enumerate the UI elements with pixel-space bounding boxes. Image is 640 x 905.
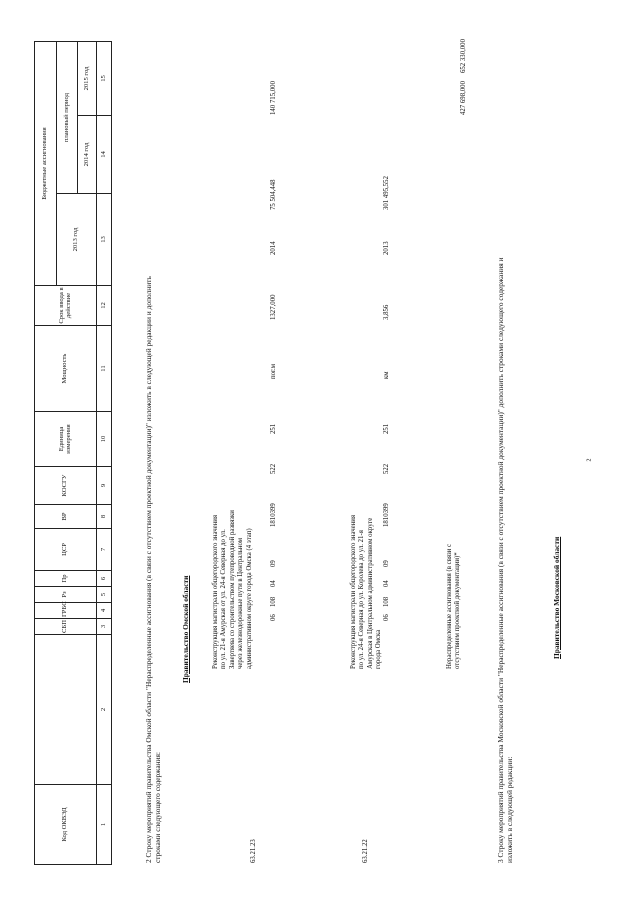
col-num: 1 [97,785,112,865]
col-num: 10 [97,412,112,467]
unallocated-2014: 427 698,000 [460,81,467,115]
header-grbs: ГРБС [35,603,97,619]
row-1-rz: 04 [270,580,277,587]
col-num: 11 [97,326,112,412]
row-2-srok: 2013 [383,241,390,255]
row-2-kosgu: 251 [383,423,390,434]
col-num: 5 [97,587,112,603]
header-kod: Код ОКВЭД [35,785,97,865]
row-2-grbs: 108 [383,596,390,607]
col-num: 9 [97,467,112,505]
row-1-2014: 140 715,000 [270,81,277,115]
row-1-csr: 1810399 [270,503,277,527]
col-num: 6 [97,571,112,587]
row-2-sbp: 06 [383,614,390,621]
header-kosgu: КОСГУ [35,467,97,505]
header-pr: Пр [35,571,97,587]
header-srok: Срок ввода в действие [35,286,97,326]
header-rz: Рз [35,587,97,603]
row-1-vr: 522 [270,463,277,474]
row-1-srok: 2014 [270,241,277,255]
row-2-csr: 1810399 [383,503,390,527]
row-1-unit: пог.м [270,363,277,379]
row-1-2013: 75 504,448 [270,179,277,210]
header-plan: плановый период [57,41,78,193]
col-num: 12 [97,286,112,326]
header-sbp: СБП [35,619,97,635]
col-num: 15 [97,41,112,115]
header-name [35,635,97,785]
row-2-kod: 63.21.22 [362,839,369,863]
row-2-pr: 09 [383,560,390,567]
col-num: 4 [97,603,112,619]
unallocated-2015: 652 330,000 [460,39,467,73]
unallocated-desc: Нераспределенные ассигнования (в связи с отсутствием проектной документации)* [446,544,462,669]
col-num: 2 [97,635,112,785]
note-2-line-2: строками следующего содержания: [153,752,162,863]
header-2015: 2015 год [78,41,97,115]
row-2-vr: 522 [383,463,390,474]
header-vr: ВР [35,505,97,529]
heading-moscow: Правительство Московской области [552,536,561,659]
header-2014: 2014 год [78,116,97,194]
row-1-grbs: 108 [270,596,277,607]
budget-table-header [34,41,112,865]
page-number: 2 [586,458,593,462]
col-num: 3 [97,619,112,635]
header-budget: Бюджетные ассигнования [35,41,57,285]
row-1-kod: 63.21.23 [250,839,257,863]
col-num: 13 [97,194,112,286]
heading-omsk: Правительство Омской области [181,575,190,683]
row-1-kosgu: 251 [270,423,277,434]
row-1-sbp: 06 [270,614,277,621]
note-3-line-2: изложить в следующей редакции: [505,756,514,863]
header-unit: Единица измерения [35,412,97,467]
header-csr: ЦСР [35,529,97,571]
row-2-power: 3,856 [383,304,390,320]
row-2-unit: км [383,371,390,379]
row-2-2013: 301 495,552 [383,176,390,210]
row-2-desc: Реконструкция магистрали общегородского значения по ул. 24-я Северная до ул. Королева до ул. 21-я Амурская в Центральном административном округе города Омска [350,514,383,669]
row-1-desc: Реконструкция магистрали общегородского значения по ул. 21-я Амурская от ул. 24-я Северная до ул. Завертяева со строительством путепроводной развязки через железнодорожные пути в Центральном административном округе города Омска (4 этап) [212,510,253,669]
note-2-line-1: 2 Строку мероприятий правительства Омской области "Нераспределенные ассигнования (в связи с отсутствием проектной документации)" изложить в следующей редакции и дополнить [144,276,153,863]
col-num: 7 [97,529,112,571]
row-1-pr: 09 [270,560,277,567]
header-power: Мощность [35,326,97,412]
col-num: 8 [97,505,112,529]
header-2013: 2013 год [57,194,97,286]
row-2-rz: 04 [383,580,390,587]
row-1-power: 1327,000 [270,294,277,320]
note-3-line-1: 3 Строку мероприятий правительства Московской области "Нераспределенные ассигнования (в связи с отсутствием проектной документации)" дополнить строками следующего содержания и [496,257,505,863]
col-num: 14 [97,116,112,194]
